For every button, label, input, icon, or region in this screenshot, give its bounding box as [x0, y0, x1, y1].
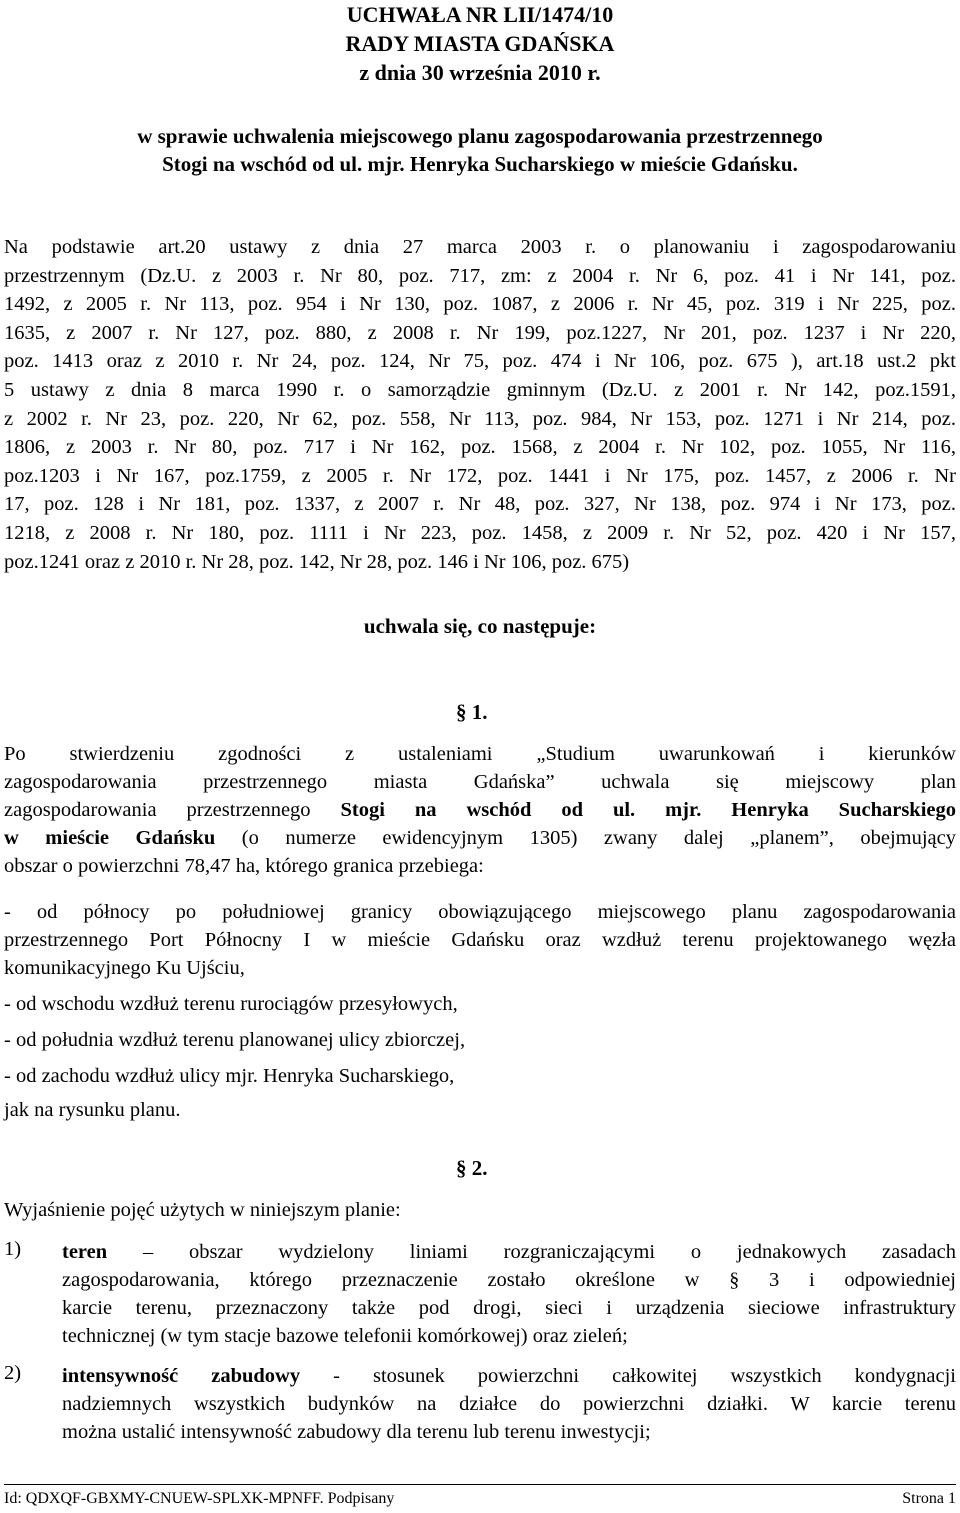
legal-basis-line: Na podstawie art.20 ustawy z dnia 27 marca 2003 r. o planowaniu i zagospodarowaniu — [4, 236, 956, 258]
legal-basis-line: 1218, z 2008 r. Nr 180, poz. 1111 i Nr 223, poz. 1458, z 2009 r. Nr 52, poz. 420 i Nr 157, — [4, 521, 956, 544]
boundary-west — [4, 1062, 956, 1090]
definition-item-2 — [4, 1362, 956, 1446]
section-1-text: zagospodarowania przestrzennego — [4, 799, 341, 821]
definition-number: 2) — [4, 1362, 22, 1384]
definition-term: intensywność zabudowy — [62, 1365, 301, 1387]
page-footer — [4, 1490, 956, 1508]
resolution-header — [0, 0, 960, 87]
legal-basis-line: 1806, z 2003 r. Nr 80, poz. 717 i Nr 162, poz. 1568, z 2004 r. Nr 102, poz. 1055, Nr 116, — [4, 436, 956, 459]
boundary-closing — [4, 1096, 956, 1124]
legal-basis-line: 5 ustawy z dnia 8 marca 1990 r. o samorządzie gminnym (Dz.U. z 2001 r. Nr 142, poz.1591, — [4, 378, 956, 401]
legal-basis-line: poz. 1413 oraz z 2010 r. Nr 24, poz. 124, Nr 75, poz. 474 i Nr 106, poz. 675 ), art.18 ust.2 pkt — [4, 350, 956, 373]
plan-name-bold: Stogi na wschód od ul. mjr. Henryka Sucharskiego — [340, 799, 956, 821]
definitions-intro: Wyjaśnienie pojęć użytych w niniejszym planie: — [4, 1199, 401, 1221]
definition-term: teren — [62, 1241, 108, 1263]
legal-basis-line: 1492, z 2005 r. Nr 113, poz. 954 i Nr 130, poz. 1087, z 2006 r. Nr 45, poz. 319 i Nr 225, poz. — [4, 293, 956, 316]
definition-text: – obszar wydzielony liniami rozgraniczającymi o jednakowych zasadach — [107, 1241, 956, 1263]
definition-number: 1) — [4, 1238, 22, 1260]
definition-line: można ustalić intensywność zabudowy dla terenu lub terenu inwestycji; — [62, 1421, 651, 1443]
legal-basis-line: 17, poz. 128 i Nr 181, poz. 1337, z 2007 r. Nr 48, poz. 327, Nr 138, poz. 974 i Nr 173, poz. — [4, 493, 956, 516]
legal-basis-line: 1635, z 2007 r. Nr 127, poz. 880, z 2008 r. Nr 199, poz.1227, Nr 201, poz. 1237 i Nr 220, — [4, 321, 956, 344]
document-id: Id: QDXQF-GBXMY-CNUEW-SPLXK-MPNFF. Podpisany — [4, 1490, 395, 1507]
section-1-line — [4, 796, 956, 824]
section-1-line: obszar o powierzchni 78,47 ha, którego granica przebiega: — [4, 855, 484, 877]
boundary-line: jak na rysunku planu. — [4, 1099, 181, 1121]
legal-basis-line: przestrzennym (Dz.U. z 2003 r. Nr 80, poz. 717, zm: z 2004 r. Nr 6, poz. 41 i Nr 141, poz. — [4, 264, 956, 287]
legal-basis — [4, 233, 956, 576]
resolution-number: UCHWAŁA NR LII/1474/10 — [346, 2, 614, 27]
section-1-body — [4, 740, 956, 880]
page-number: Strona 1 — [902, 1490, 956, 1507]
definition-line: zagospodarowania, którego przeznaczenie zostało określone w § 3 i odpowiedniej — [62, 1269, 956, 1291]
resolution-date: z dnia 30 września 2010 r. — [359, 60, 601, 85]
definition-line: karcie terenu, przeznaczony także pod drogi, sieci i urządzenia sieciowe infrastruktury — [62, 1297, 956, 1319]
section-1-line: Po stwierdzeniu zgodności z ustaleniami „Studium uwarunkowań i kierunków — [4, 743, 956, 765]
plan-city-bold: w mieście Gdańsku — [4, 827, 216, 849]
boundary-line: przestrzennego Port Północny I w mieście Gdańsku oraz wzdłuż terenu projektowanego węzła — [4, 929, 956, 951]
resolution-subject — [0, 122, 960, 178]
legal-basis-line: poz.1203 i Nr 167, poz.1759, z 2005 r. Nr 172, poz. 1441 i Nr 175, poz. 1457, z 2006 r. Nr — [4, 464, 956, 487]
resolves-statement: uchwala się, co następuje: — [363, 614, 597, 638]
footer-divider — [4, 1484, 956, 1485]
definition-text: - stosunek powierzchni całkowitej wszystkich kondygnacji — [300, 1365, 956, 1387]
boundary-line: - od wschodu wzdłuż terenu rurociągów przesyłowych, — [4, 993, 458, 1015]
legal-basis-line: z 2002 r. Nr 23, poz. 220, Nr 62, poz. 558, Nr 113, poz. 984, Nr 153, poz. 1271 i Nr 214, poz. — [4, 407, 956, 430]
boundary-east — [4, 990, 956, 1018]
definition-line: technicznej (w tym stacje bazowe telefonii komórkowej) oraz zieleń; — [62, 1325, 628, 1347]
section-2-intro — [4, 1196, 956, 1224]
definition-item-1 — [4, 1238, 956, 1350]
legal-basis-line: poz.1241 oraz z 2010 r. Nr 28, poz. 142, Nr 28, poz. 146 i Nr 106, poz. 675) — [4, 550, 630, 573]
boundary-line: - od zachodu wzdłuż ulicy mjr. Henryka Sucharskiego, — [4, 1065, 455, 1087]
boundary-south — [4, 1026, 956, 1054]
boundary-line: - od południa wzdłuż terenu planowanej ulicy zbiorczej, — [4, 1029, 466, 1051]
section-1-number: § 1. — [456, 700, 488, 724]
subject-line-1: w sprawie uchwalenia miejscowego planu zagospodarowania przestrzennego — [137, 124, 823, 148]
definition-line — [62, 1362, 956, 1390]
council-name: RADY MIASTA GDAŃSKA — [345, 31, 615, 56]
boundary-line: komunikacyjnego Ku Ujściu, — [4, 957, 245, 979]
boundary-north — [4, 898, 956, 982]
section-1-line — [4, 824, 956, 852]
section-1-text: (o numerze ewidencyjnym 1305) zwany dalej „planem”, obejmujący — [215, 827, 957, 849]
definition-line — [62, 1238, 956, 1266]
subject-line-2: Stogi na wschód od ul. mjr. Henryka Sucharskiego w mieście Gdańsku. — [162, 152, 798, 176]
section-1-line: zagospodarowania przestrzennego miasta Gdańska” uchwala się miejscowy plan — [4, 771, 956, 793]
section-2-number: § 2. — [456, 1156, 488, 1180]
boundary-line: - od północy po południowej granicy obowiązującego miejscowego planu zagospodarowania — [4, 901, 956, 923]
definition-line: nadziemnych wszystkich budynków na działce do powierzchni działki. W karcie terenu — [62, 1393, 956, 1415]
